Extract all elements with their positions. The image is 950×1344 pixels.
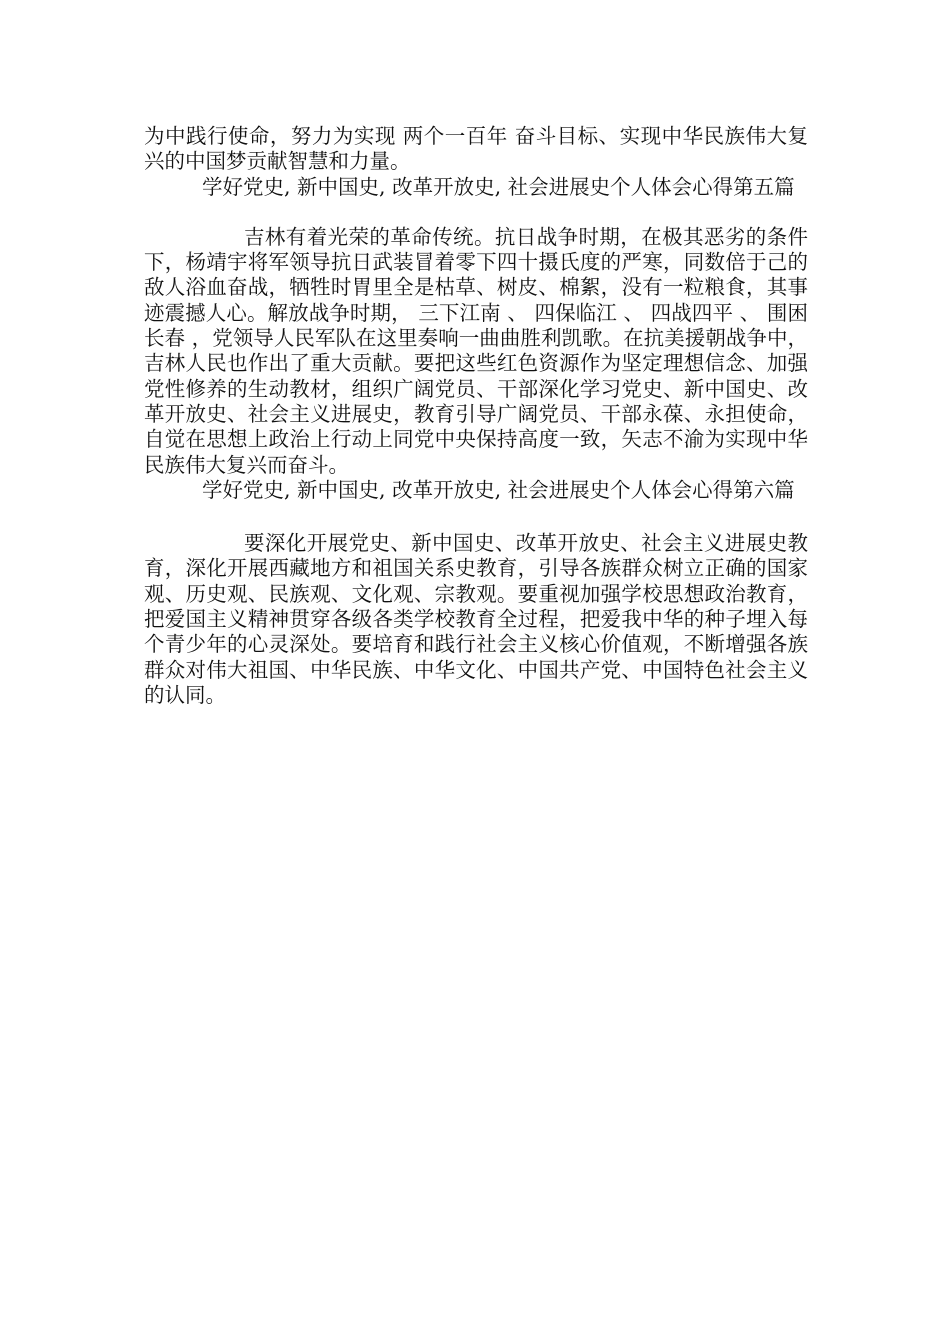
spacer — [144, 200, 808, 225]
section-6-body: 要深化开展党史、新中国史、改革开放史、社会主义进展史教育，深化开展西藏地方和祖国关系史教育，引导各族群众树立正确的国家观、历史观、民族观、文化观、宗教观。要重视加强学校思想政治教育，把爱国主义精神贯穿各级各类学校教育全过程，把爱我中华的种子埋入每个青少年的心灵深处。要培育和践行社会主义核心价值观，不断增强各族群众对伟大祖国、中华民族、中华文化、中国共产党、中国特色社会主义的认同。 — [144, 531, 808, 707]
section-6-heading: 学好党史, 新中国史, 改革开放史, 社会进展史个人体会心得第六篇 — [202, 477, 795, 502]
document-page — [144, 124, 808, 708]
section-5-heading: 学好党史, 新中国史, 改革开放史, 社会进展史个人体会心得第五篇 — [202, 174, 795, 199]
spacer — [144, 503, 808, 531]
section-5-body: 吉林有着光荣的革命传统。抗日战争时期，在极其恶劣的条件下，杨靖宇将军领导抗日武装冒着零下四十摄氏度的严寒，同数倍于己的敌人浴血奋战，牺牲时胃里全是枯草、树皮、棉絮，没有一粒粮食，其事迹震撼人心。解放战争时期， 三下江南 、 四保临江 、 四战四平 、 围困长春 ，党领导人民军队在这里奏响一曲曲胜利凯歌。在抗美援朝战争中，吉林人民也作出了重大贡献。要把这些红色资源作为坚定理想信念、加强党性修养的生动教材，组织广阔党员、干部深化学习党史、新中国史、改革开放史、社会主义进展史，教育引导广阔党员、干部永葆、永担使命，自觉在思想上政治上行动上同党中央保持高度一致，矢志不渝为实现中华民族伟大复兴而奋斗。 — [144, 224, 808, 477]
intro-paragraph: 为中践行使命，努力为实现 两个一百年 奋斗目标、实现中华民族伟大复兴的中国梦贡献智慧和力量。 — [144, 124, 808, 174]
